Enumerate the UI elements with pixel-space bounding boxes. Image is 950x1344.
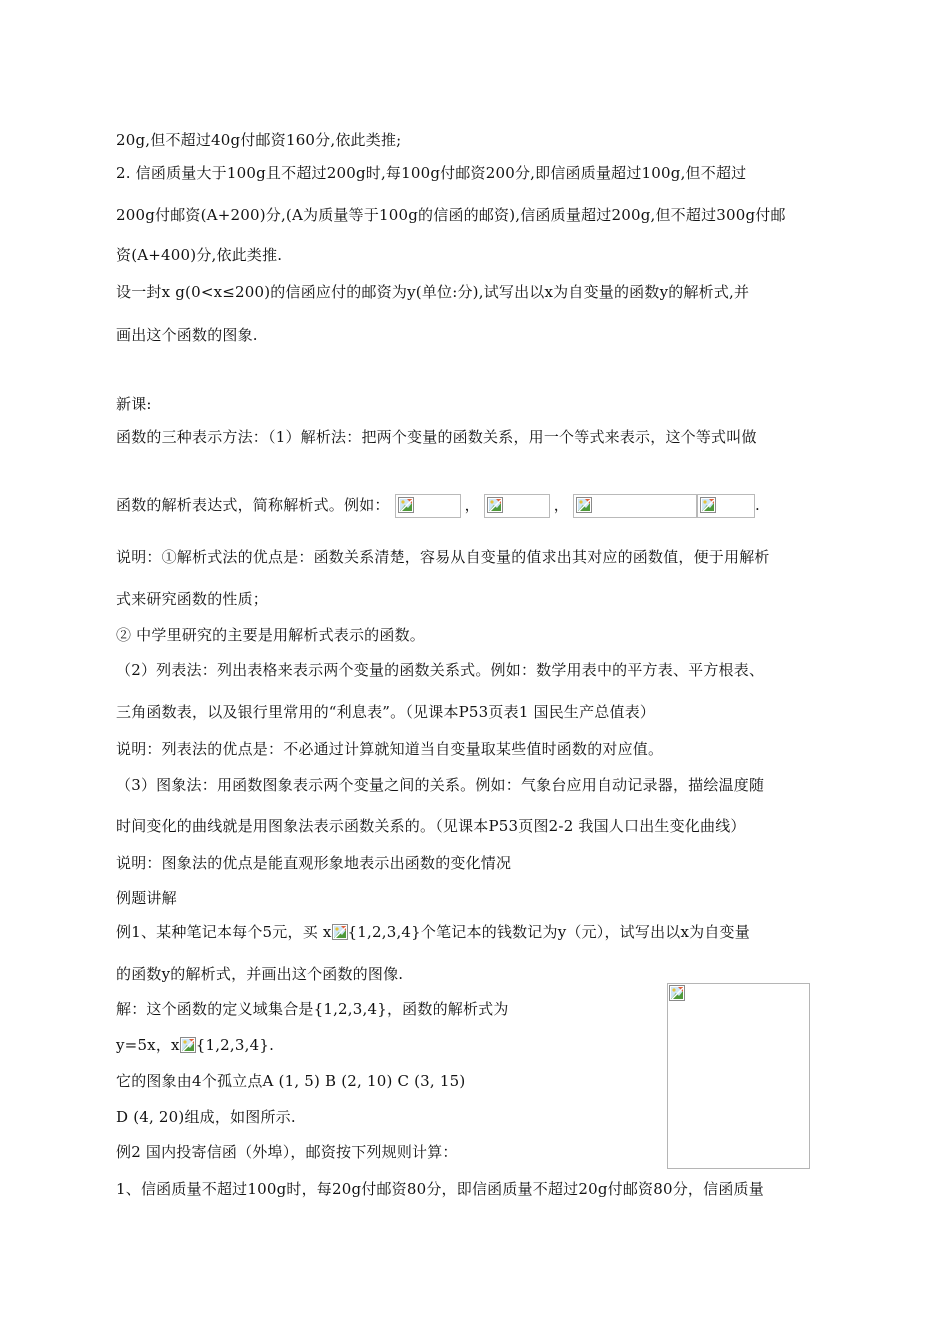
text-line: 时间变化的曲线就是用图象法表示函数关系的。（见课本P53页图2-2 我国人口出生变化曲线） <box>116 817 746 835</box>
text-line: 的函数y的解析式，并画出这个函数的图像. <box>116 965 404 983</box>
formula-line <box>116 1035 274 1055</box>
text-line: 2. 信函质量大于100g且不超过200g时,每100g付邮资200分,即信函质量超过100g,但不超过 <box>116 164 747 182</box>
text-line: 画出这个函数的图象. <box>116 326 258 344</box>
text-span: {1,2,3,4}. <box>195 1036 275 1054</box>
example-formula-line <box>116 494 760 518</box>
text-line: 三角函数表，以及银行里常用的“利息表”。（见课本P53页表1 国民生产总值表） <box>116 703 656 721</box>
broken-image-icon <box>487 497 503 513</box>
formula-image-3 <box>573 494 697 518</box>
text-line: （2）列表法：列出表格来表示两个变量的函数关系式。例如：数学用表中的平方表、平方根表、 <box>116 661 765 679</box>
formula-image-1 <box>395 494 461 518</box>
text-line: 20g,但不超过40g付邮资160分,依此类推; <box>116 131 402 149</box>
text-line: 资(A+400)分,依此类推. <box>116 246 283 264</box>
comma: ， <box>464 496 480 514</box>
text-line: 它的图象由4个孤立点A (1, 5) B (2, 10) C (3, 15) <box>116 1072 466 1090</box>
text-line: 例2 国内投寄信函（外埠），邮资按下列规则计算： <box>116 1143 458 1161</box>
formula-image-2 <box>484 494 550 518</box>
text-span: {1,2,3,4}个笔记本的钱数记为y（元），试写出以x为自变量 <box>347 923 750 941</box>
text-line: （3）图象法：用函数图象表示两个变量之间的关系。例如：气象台应用自动记录器，描绘温度随 <box>116 776 765 794</box>
text-line: 说明：列表法的优点是：不必通过计算就知道当自变量取某些值时函数的对应值。 <box>116 740 664 758</box>
text-span: 函数的解析表达式，简称解析式。例如： <box>116 496 390 514</box>
comma: ， <box>553 496 569 514</box>
broken-image-icon <box>576 497 592 513</box>
formula-image-4 <box>697 494 755 518</box>
text-line: 函数的三种表示方法：（1）解析法：把两个变量的函数关系，用一个等式来表示，这个等式叫做 <box>116 428 757 446</box>
text-line: 式来研究函数的性质； <box>116 590 269 608</box>
example-1-line <box>116 922 750 942</box>
text-line: D (4, 20)组成，如图所示. <box>116 1108 296 1126</box>
section-heading: 新课: <box>116 395 152 413</box>
text-line: 说明：①解析式法的优点是：函数关系清楚，容易从自变量的值求出其对应的函数值，便于用解析 <box>116 548 770 566</box>
text-line: 设一封x g(0<x≤200)的信函应付的邮资为y(单位:分),试写出以x为自变量的函数y的解析式,并 <box>116 283 750 301</box>
text-span: y=5x，x <box>116 1036 180 1054</box>
broken-image-icon <box>398 497 414 513</box>
text-line: 说明：图象法的优点是能直观形象地表示出函数的变化情况 <box>116 854 512 872</box>
text-line: 200g付邮资(A+200)分,(A为质量等于100g的信函的邮资),信函质量超过200g,但不超过300g付邮 <box>116 206 786 224</box>
text-line: ② 中学里研究的主要是用解析式表示的函数。 <box>116 626 425 644</box>
text-line: 1、信函质量不超过100g时，每20g付邮资80分，即信函质量不超过20g付邮资80分，信函质量 <box>116 1180 764 1198</box>
broken-image-icon <box>332 924 348 940</box>
function-graph-image <box>667 983 810 1169</box>
period: . <box>754 496 760 514</box>
section-heading: 例题讲解 <box>116 889 177 907</box>
broken-image-icon <box>700 497 716 513</box>
text-line: 解：这个函数的定义域集合是{1,2,3,4}，函数的解析式为 <box>116 1000 509 1018</box>
text-span: 例1、某种笔记本每个5元，买 x <box>116 923 332 941</box>
broken-image-icon <box>180 1037 196 1053</box>
broken-image-icon <box>669 985 685 1001</box>
